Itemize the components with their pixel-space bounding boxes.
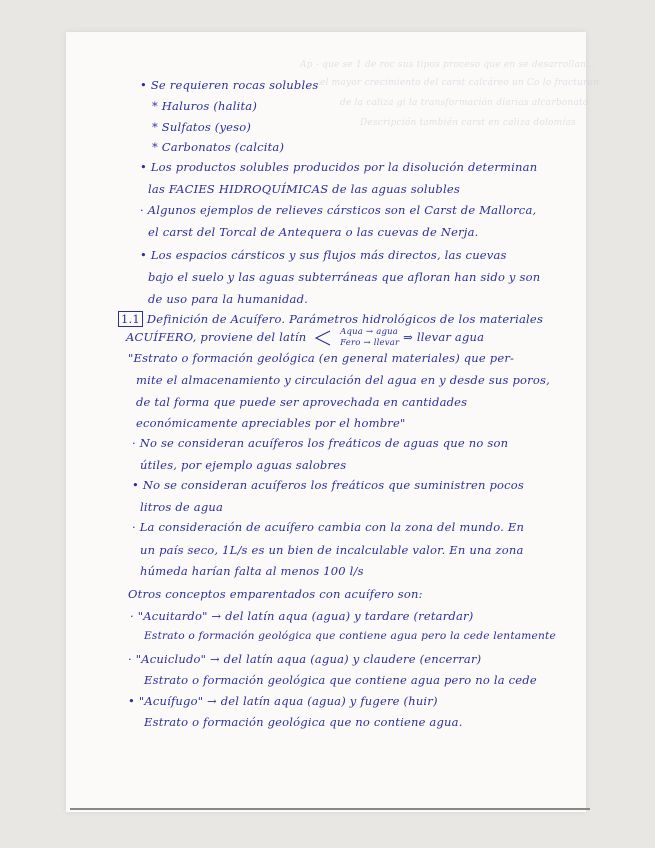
handwritten-line: • Los espacios cársticos y sus flujos más directos, las cuevas	[140, 248, 507, 262]
handwritten-line: * Haluros (halita)	[152, 99, 258, 113]
handwritten-line: • "Acuífugo" → del latín aqua (agua) y fugere (huir)	[128, 694, 438, 708]
handwritten-line: Otros conceptos emparentados con acuífero son:	[128, 587, 423, 601]
etymology-result: ⇒ llevar agua	[403, 330, 485, 344]
etymology-upper: Aqua → agua	[340, 327, 399, 337]
handwritten-line: • Se requieren rocas solubles	[140, 78, 319, 92]
handwritten-line: • Los productos solubles producidos por la disolución determinan	[140, 160, 538, 174]
handwritten-line: · No se consideran acuíferos los freáticos de aguas que no son	[132, 436, 509, 450]
etymology-intro: ACUÍFERO, proviene del latín	[126, 330, 307, 344]
section-heading	[118, 311, 543, 327]
handwritten-line: * Carbonatos (calcita)	[152, 140, 285, 154]
handwritten-line: · "Acuicludo" → del latín aqua (agua) y claudere (encerrar)	[128, 652, 482, 666]
handwritten-line: de tal forma que puede ser aprovechada en cantidades	[136, 395, 468, 409]
section-title: Definición de Acuífero. Parámetros hidrológicos de los materiales	[146, 312, 544, 326]
handwritten-line: · La consideración de acuífero cambia con la zona del mundo. En	[132, 520, 525, 534]
section-number: 1.1	[118, 311, 143, 327]
handwritten-line: útiles, por ejemplo aguas salobres	[140, 458, 347, 472]
handwritten-line: económicamente apreciables por el hombre"	[136, 416, 406, 430]
bleed-through-text: Ap - que se 1 de roc sus tipos proceso que en se desarrollan...	[300, 60, 596, 70]
bleed-through-text: el mayor crecimiento del carst calcáreo un Co lo fracturan	[320, 78, 600, 88]
handwritten-line: las FACIES HIDROQUÍMICAS de las aguas solubles	[148, 182, 460, 196]
handwritten-line: bajo el suelo y las aguas subterráneas que afloran han sido y son	[148, 270, 541, 284]
etymology-branches	[340, 327, 399, 349]
handwritten-line: * Sulfatos (yeso)	[152, 120, 252, 134]
handwritten-line: Estrato o formación geológica que contiene agua pero no la cede	[144, 673, 537, 687]
split-arrow-icon	[314, 328, 332, 348]
handwritten-line: de uso para la humanidad.	[148, 292, 309, 306]
bleed-through-text: Descripción también carst en caliza dolomías	[360, 118, 576, 128]
handwritten-line: mite el almacenamiento y circulación del agua en y desde sus poros,	[136, 373, 550, 387]
handwritten-line: · "Acuitardo" → del latín aqua (agua) y tardare (retardar)	[130, 609, 474, 623]
etymology-lower: Fero → llevar	[340, 338, 400, 348]
handwritten-line: Estrato o formación geológica que no contiene agua.	[144, 715, 463, 729]
handwritten-line: litros de agua	[140, 500, 224, 514]
handwritten-line: "Estrato o formación geológica (en general materiales) que per-	[128, 351, 515, 365]
handwritten-line: • No se consideran acuíferos los freáticos que suministren pocos	[132, 478, 525, 492]
handwritten-line: húmeda harían falta al menos 100 l/s	[140, 564, 364, 578]
handwritten-line: el carst del Torcal de Antequera o las cuevas de Nerja.	[148, 225, 479, 239]
bleed-through-text: de la caliza gi la transformación diarias alcarbonato	[340, 98, 589, 108]
handwritten-line: · Algunos ejemplos de relieves cársticos son el Carst de Mallorca,	[140, 203, 537, 217]
handwritten-line: Estrato o formación geológica que contiene agua pero la cede lentamente	[144, 630, 556, 642]
etymology-line	[126, 327, 484, 349]
handwritten-line: un país seco, 1L/s es un bien de incalculable valor. En una zona	[140, 543, 524, 557]
page-edge-shadow	[70, 808, 590, 810]
